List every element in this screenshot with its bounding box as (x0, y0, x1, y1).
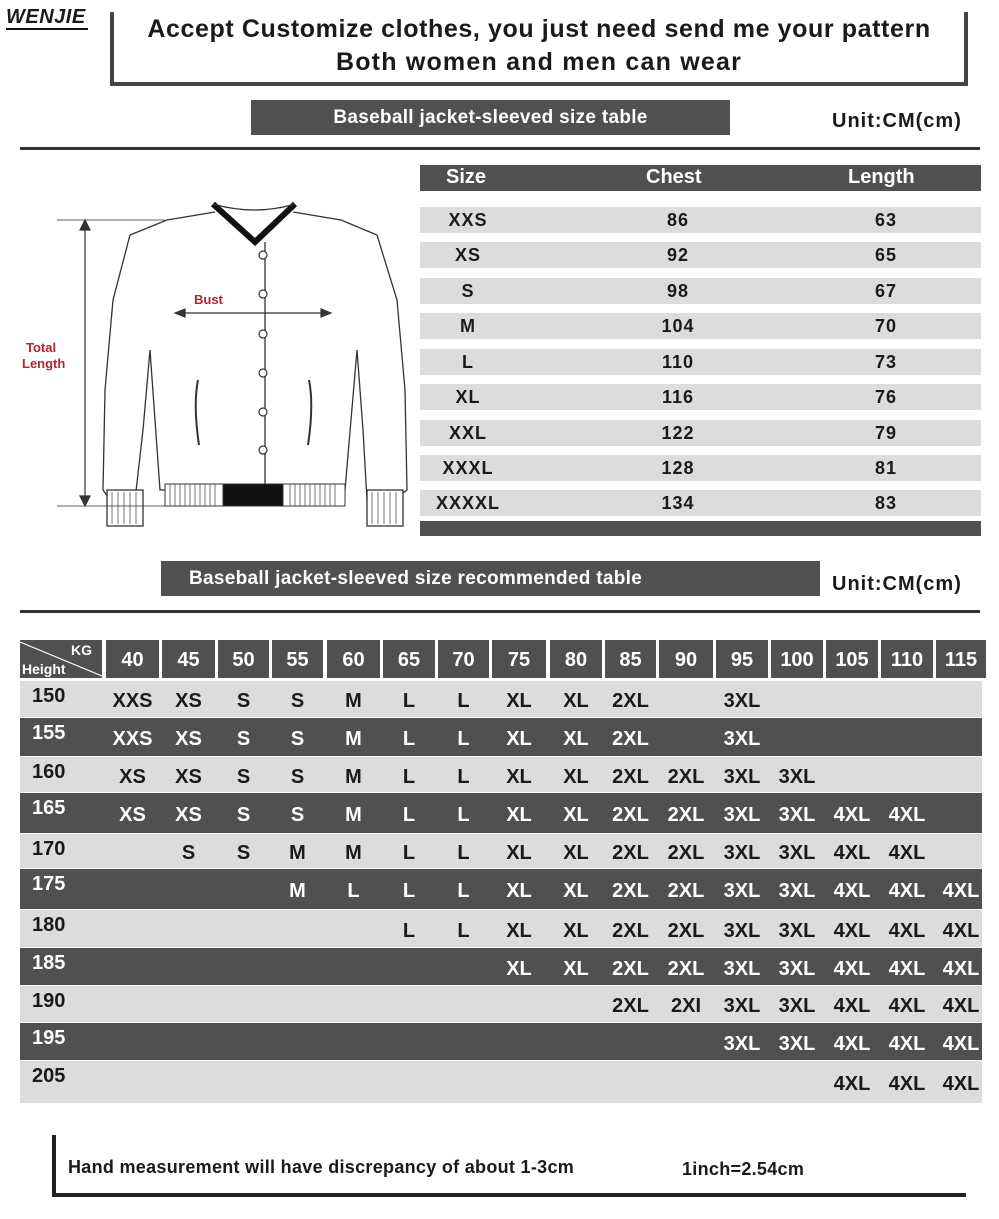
size-recommendation-cell: 2XL (612, 690, 649, 712)
size-recommendation-cell: 2XL (612, 842, 649, 864)
size-recommendation-cell: 4XL (833, 1073, 871, 1095)
size-recommendation-cell: 2XL (612, 804, 649, 826)
size-recommendation-cell: M (345, 690, 362, 712)
size-recommendation-cell: M (345, 728, 362, 750)
height-value: 170 (32, 838, 66, 860)
recommend-row (20, 1061, 982, 1103)
size-recommendation-cell: L (457, 804, 470, 826)
weight-header-cell: 90 (659, 640, 713, 678)
size-recommendation-cell: 3XL (723, 766, 761, 788)
chest-cell: 110 (661, 352, 695, 372)
recommend-row (20, 910, 982, 947)
size-recommendation-cell: XS (175, 728, 202, 750)
header-line-1: Accept Customize clothes, you just need send me your pattern (147, 15, 931, 43)
size-recommendation-cell: M (289, 880, 306, 902)
size-recommendation-cell: L (457, 842, 470, 864)
size-cell: XL (455, 387, 481, 407)
weight-header-cell: 105 (826, 640, 878, 678)
size-recommendation-cell: 2XL (612, 766, 649, 788)
size-table-row (420, 490, 981, 516)
size-recommendation-cell: 3XL (723, 880, 761, 902)
size-table-title: Baseball jacket-sleeved size table (251, 100, 730, 135)
size-recommendation-cell: 3XL (778, 804, 816, 826)
size-recommendation-cell: 4XL (888, 1073, 926, 1095)
weight-header-cell: 45 (162, 640, 215, 678)
size-recommendation-cell: L (402, 766, 416, 788)
size-recommendation-cell: 2XL (612, 958, 649, 980)
recommend-row (20, 718, 982, 756)
divider (20, 147, 980, 150)
size-recommendation-cell: L (457, 728, 470, 750)
recommend-row (20, 834, 982, 868)
length-cell: 73 (874, 352, 898, 372)
size-recommendation-cell: M (289, 842, 306, 864)
size-recommendation-cell: XL (506, 880, 532, 902)
size-recommendation-cell: XL (506, 766, 532, 788)
size-recommendation-cell: L (457, 766, 470, 788)
size-recommendation-cell: 4XL (833, 842, 871, 864)
height-value: 160 (32, 761, 66, 783)
size-recommendation-cell: S (236, 728, 251, 750)
divider (20, 610, 980, 613)
length-cell: 81 (874, 458, 898, 478)
recommend-row (20, 681, 982, 717)
size-recommendation-cell: 3XL (723, 842, 761, 864)
total-length-label-line2: Length (22, 356, 66, 371)
size-recommendation-cell: 2XL (667, 880, 705, 902)
size-recommendation-cell: 3XL (723, 995, 761, 1017)
size-table-header (420, 165, 981, 191)
recommend-table-title: Baseball jacket-sleeved size recommended table (161, 561, 820, 596)
size-recommendation-cell: 2XL (612, 920, 649, 942)
chest-cell: 98 (666, 281, 690, 301)
height-value: 175 (32, 873, 66, 895)
size-recommendation-cell: L (402, 920, 416, 942)
size-recommendation-cell: 4XL (888, 880, 926, 902)
size-recommendation-cell: M (345, 842, 362, 864)
length-cell: 70 (874, 316, 898, 336)
size-recommendation-cell: 3XL (778, 1033, 816, 1055)
size-recommendation-cell: L (402, 842, 416, 864)
size-recommendation-cell: 4XL (942, 1073, 980, 1095)
measurement-note: Hand measurement will have discrepancy of about 1-3cm (68, 1157, 575, 1177)
size-recommendation-cell: 4XL (942, 920, 980, 942)
size-recommendation-cell: L (457, 690, 470, 712)
size-table-row (420, 349, 981, 375)
header-line-2: Both women and men can wear (335, 48, 743, 76)
size-recommendation-cell: XS (175, 804, 202, 826)
size-table-row (420, 384, 981, 410)
recommend-row (20, 1023, 982, 1060)
height-value: 155 (32, 722, 66, 744)
size-recommendation-cell: L (402, 690, 416, 712)
size-recommendation-cell: 4XL (942, 958, 980, 980)
size-table-row (420, 278, 981, 304)
weight-header-cell: 60 (327, 640, 380, 678)
chest-cell: 134 (661, 493, 695, 513)
recommend-row (20, 948, 982, 985)
recommend-row (20, 757, 982, 792)
size-recommendation-cell: XS (119, 804, 146, 826)
inch-conversion: 1inch=2.54cm (682, 1159, 805, 1179)
size-recommendation-cell: XL (506, 690, 532, 712)
height-label: Height (22, 661, 66, 677)
height-value: 185 (32, 952, 66, 974)
height-value: 150 (32, 685, 66, 707)
size-cell: XXL (448, 423, 487, 443)
length-cell: 67 (874, 281, 898, 301)
chest-cell: 116 (661, 387, 695, 407)
weight-header-cell: 75 (492, 640, 546, 678)
brand-logo: WENJIE (6, 6, 86, 28)
weight-header-cell: 50 (218, 640, 269, 678)
size-table-footer-bar (420, 521, 981, 536)
height-value: 205 (32, 1065, 66, 1087)
length-cell: 83 (874, 493, 898, 513)
size-recommendation-cell: L (402, 880, 416, 902)
chest-cell: 122 (661, 423, 695, 443)
size-cell: XXXXL (435, 493, 501, 513)
size-table-row (420, 313, 981, 339)
size-recommendation-cell: S (181, 842, 196, 864)
size-recommendation-cell: 4XL (833, 958, 871, 980)
size-recommendation-cell: M (345, 766, 362, 788)
size-recommendation-cell: 4XL (888, 920, 926, 942)
weight-header-cell: 70 (438, 640, 489, 678)
size-recommendation-cell: M (345, 804, 362, 826)
chest-cell: 128 (661, 458, 695, 478)
size-recommendation-cell: L (457, 920, 470, 942)
chest-cell: 86 (666, 210, 690, 230)
size-cell: S (461, 281, 475, 301)
size-recommendation-cell: XL (506, 842, 532, 864)
length-cell: 63 (874, 210, 898, 230)
size-recommendation-cell: S (236, 842, 251, 864)
size-table-row (420, 420, 981, 446)
length-cell: 79 (874, 423, 898, 443)
size-recommendation-cell: XL (506, 920, 532, 942)
chest-header: Chest (646, 166, 702, 188)
size-recommendation-cell: 3XL (778, 766, 816, 788)
size-recommendation-cell: 2XL (667, 766, 705, 788)
size-cell: XXXL (442, 458, 494, 478)
size-recommendation-cell: 4XL (833, 920, 871, 942)
size-recommendation-cell: S (236, 766, 251, 788)
kg-label: KG (71, 642, 92, 658)
height-value: 190 (32, 990, 66, 1012)
size-recommendation-cell: 4XL (942, 995, 980, 1017)
weight-header-cell: 65 (383, 640, 435, 678)
size-recommendation-cell: S (236, 690, 251, 712)
size-recommendation-cell: XS (119, 766, 146, 788)
size-cell: XS (454, 245, 481, 265)
size-cell: L (462, 352, 474, 372)
recommend-table-unit: Unit:CM(cm) (832, 573, 962, 595)
size-cell: M (460, 316, 476, 336)
size-recommendation-cell: 3XL (723, 804, 761, 826)
size-recommendation-cell: 2XL (667, 842, 705, 864)
corner-cell (20, 640, 102, 678)
chest-cell: 92 (666, 245, 690, 265)
size-recommendation-cell: XL (563, 842, 589, 864)
size-recommendation-cell: 4XL (888, 958, 926, 980)
size-recommendation-cell: L (347, 880, 360, 902)
size-recommendation-cell: 3XL (723, 690, 761, 712)
size-recommendation-cell: 4XL (888, 842, 926, 864)
size-recommendation-cell: 2XL (667, 804, 705, 826)
size-recommendation-cell: 4XL (833, 1033, 871, 1055)
size-recommendation-cell: XS (175, 766, 202, 788)
size-recommendation-cell: S (290, 690, 305, 712)
length-cell: 76 (874, 387, 898, 407)
size-recommendation-cell: 2XI (670, 995, 702, 1017)
size-recommendation-cell: 3XL (778, 842, 816, 864)
size-recommendation-cell: 4XL (888, 804, 926, 826)
weight-header-cell: 100 (771, 640, 823, 678)
size-recommendation-cell: XL (563, 920, 589, 942)
size-recommendation-cell: L (402, 728, 416, 750)
weight-header-cell: 85 (605, 640, 656, 678)
size-recommendation-cell: 2XL (667, 920, 705, 942)
size-recommendation-cell: 2XL (612, 880, 649, 902)
size-recommendation-cell: XL (563, 804, 589, 826)
weight-header-cell: 110 (881, 640, 933, 678)
size-recommendation-cell: 2XL (612, 728, 649, 750)
size-recommendation-cell: 3XL (778, 995, 816, 1017)
size-cell: XXS (448, 210, 488, 230)
size-header: Size (446, 166, 487, 188)
size-recommendation-cell: XL (563, 958, 589, 980)
weight-header-cell: 80 (550, 640, 602, 678)
length-cell: 65 (874, 245, 898, 265)
size-recommendation-cell: S (236, 804, 251, 826)
height-value: 180 (32, 914, 66, 936)
weight-header-cell: 40 (106, 640, 159, 678)
size-recommendation-cell: L (402, 804, 416, 826)
height-value: 195 (32, 1027, 66, 1049)
size-recommendation-cell: XS (175, 690, 202, 712)
size-recommendation-cell: 4XL (833, 804, 871, 826)
size-recommendation-cell: 3XL (723, 728, 761, 750)
size-recommendation-cell: 3XL (723, 920, 761, 942)
recommend-row (20, 869, 982, 909)
weight-header-cell: 115 (936, 640, 986, 678)
size-recommendation-cell: S (290, 804, 305, 826)
size-recommendation-cell: 3XL (778, 958, 816, 980)
size-recommendation-cell: 3XL (723, 1033, 761, 1055)
bust-label: Bust (194, 292, 223, 307)
size-recommendation-cell: 4XL (833, 880, 871, 902)
size-recommendation-cell: XXS (112, 728, 153, 750)
size-recommendation-cell: 3XL (778, 920, 816, 942)
size-recommendation-cell: L (457, 880, 470, 902)
weight-header-cell: 95 (716, 640, 768, 678)
height-value: 165 (32, 797, 66, 819)
size-recommendation-cell: 3XL (778, 880, 816, 902)
size-recommendation-cell: 4XL (888, 1033, 926, 1055)
size-recommendation-cell: S (290, 728, 305, 750)
size-recommendation-cell: S (290, 766, 305, 788)
size-recommendation-cell: 4XL (942, 880, 980, 902)
size-table-row (420, 207, 981, 233)
size-recommendation-cell: XL (563, 880, 589, 902)
size-recommendation-cell: 4XL (888, 995, 926, 1017)
chest-cell: 104 (661, 316, 695, 336)
size-recommendation-cell: XL (563, 690, 589, 712)
size-recommendation-cell: 4XL (833, 995, 871, 1017)
size-table-row (420, 242, 981, 268)
size-recommendation-cell: XL (506, 728, 532, 750)
baseball-jacket-icon (15, 190, 415, 535)
size-recommendation-cell: XL (506, 804, 532, 826)
weight-header-cell: 55 (272, 640, 323, 678)
total-length-label-line1: Total (26, 340, 57, 355)
size-recommendation-cell: XL (506, 958, 532, 980)
size-recommendation-cell: 2XL (612, 995, 649, 1017)
size-recommendation-cell: 4XL (942, 1033, 980, 1055)
size-recommendation-cell: XXS (112, 690, 153, 712)
recommend-row (20, 793, 982, 833)
size-recommendation-cell: 3XL (723, 958, 761, 980)
size-table-row (420, 455, 981, 481)
size-recommendation-cell: XL (563, 766, 589, 788)
length-header: Length (848, 166, 915, 188)
size-recommendation-cell: 2XL (667, 958, 705, 980)
recommend-row (20, 986, 982, 1022)
size-table-unit: Unit:CM(cm) (832, 110, 962, 132)
size-recommendation-cell: XL (563, 728, 589, 750)
